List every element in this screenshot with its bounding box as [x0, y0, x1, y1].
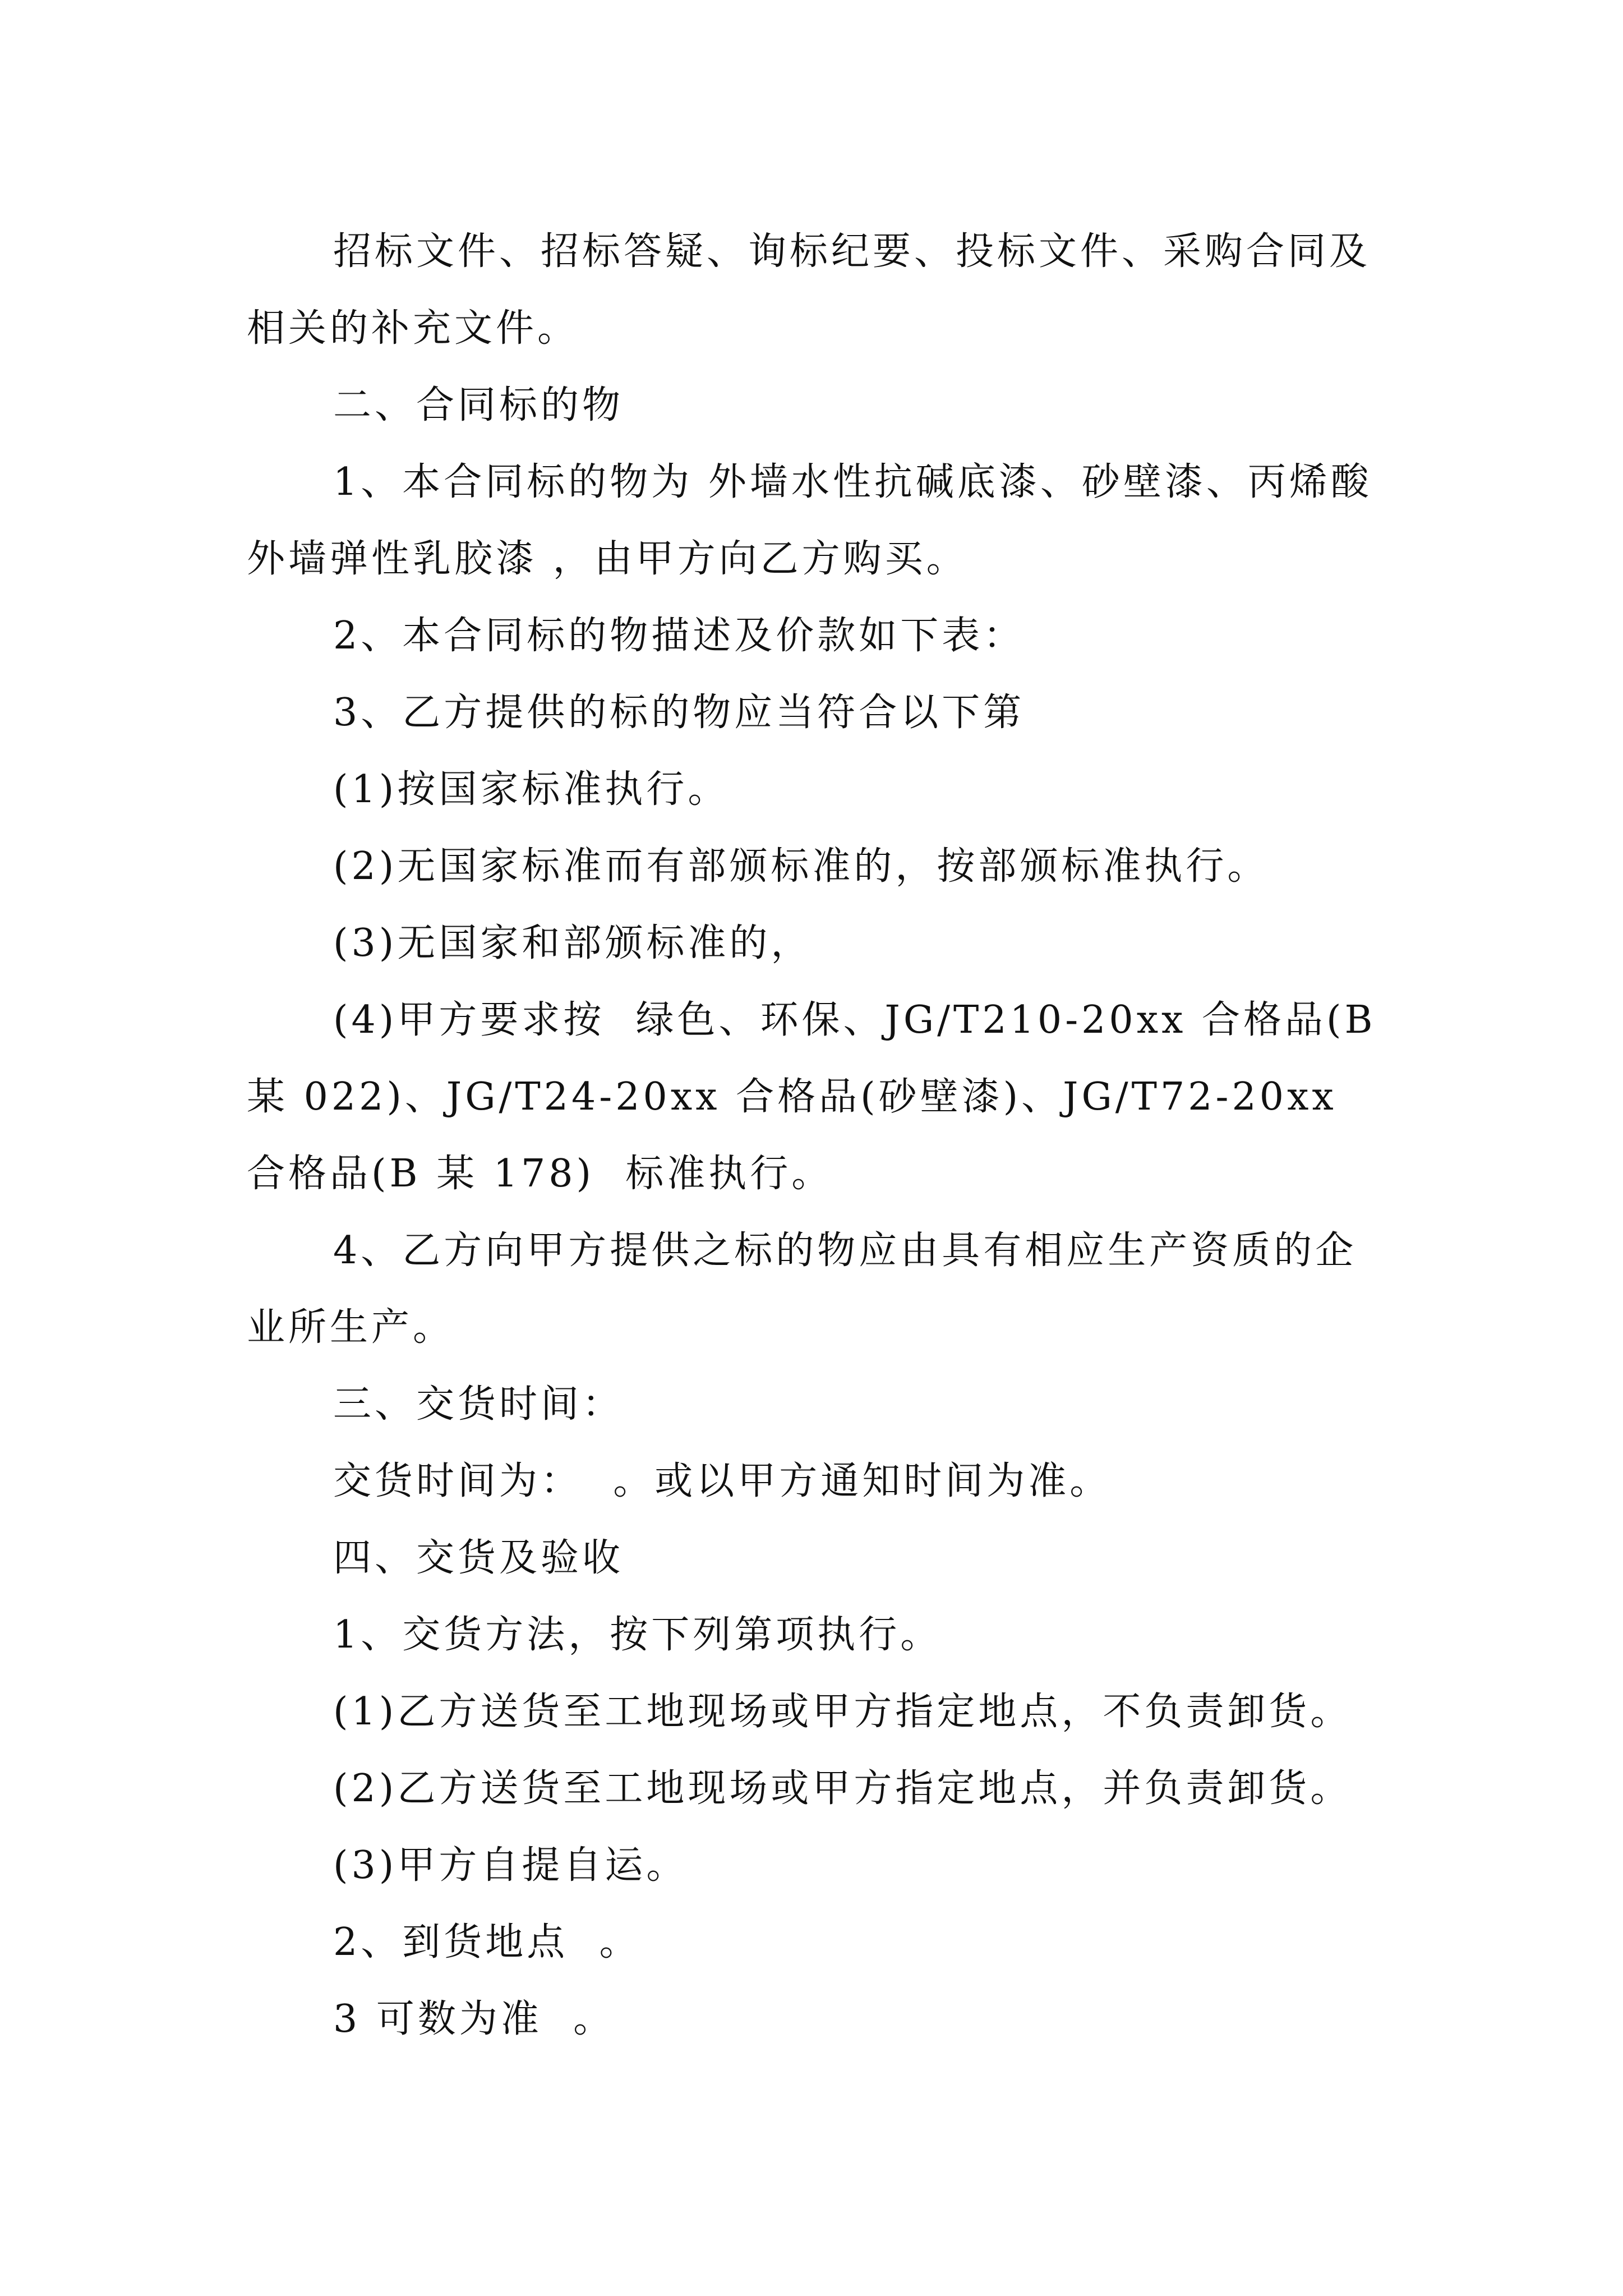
paragraph-subject-2: 2、本合同标的物描述及价款如下表：	[333, 614, 1025, 658]
list-item-delivery-2: (2)乙方送货至工地现场或甲方指定地点，并负责卸货。	[333, 1766, 1352, 1811]
list-item-standard-2: (2)无国家标准而有部颁标准的，按部颁标准执行。	[333, 844, 1269, 889]
paragraph-subject-1: 1、本合同标的物为 外墙水性抗碱底漆、砂壁漆、丙烯酸外墙弹性乳胶漆 ，由甲方向乙方购买。	[247, 460, 1372, 581]
list-item-delivery-1: (1)乙方送货至工地现场或甲方指定地点，不负责卸货。	[333, 1690, 1352, 1734]
document-body	[247, 213, 1391, 2058]
heading-delivery-time: 三、交货时间：	[333, 1382, 624, 1427]
paragraph-subject-4: 4、乙方向甲方提供之标的物应由具有相应生产资质的企业所生产。	[247, 1228, 1357, 1350]
list-item-standard-4: (4)甲方要求按 绿色、环保、JG/T210-20xx 合格品(B 某 022)、JG/T24-20xx 合格品(砂壁漆)、JG/T72-20xx 合格品(B 某 178) 标准执行。	[247, 998, 1392, 1196]
paragraph-subject-3: 3、乙方提供的标的物应当符合以下第	[333, 691, 1025, 735]
heading-contract-subject: 二、合同标的物	[333, 383, 624, 427]
list-item-standard-3: (3)无国家和部颁标准的，	[333, 921, 813, 965]
list-item-standard-1: (1)按国家标准执行。	[333, 767, 730, 812]
list-item-delivery-3: (3)甲方自提自运。	[333, 1843, 688, 1888]
paragraph-delivery-location: 2、到货地点 。	[333, 1920, 641, 1964]
paragraph-delivery-time: 交货时间为： 。或以甲方通知时间为准。	[333, 1459, 1112, 1503]
heading-delivery-acceptance: 四、交货及验收	[333, 1536, 624, 1580]
paragraph-quantity: 3 可数为准 。	[333, 1997, 615, 2041]
paragraph-bid-documents: 招标文件、招标答疑、询标纪要、投标文件、采购合同及相关的补充文件。	[247, 229, 1371, 351]
paragraph-delivery-method: 1、交货方法，按下列第项执行。	[333, 1613, 942, 1657]
